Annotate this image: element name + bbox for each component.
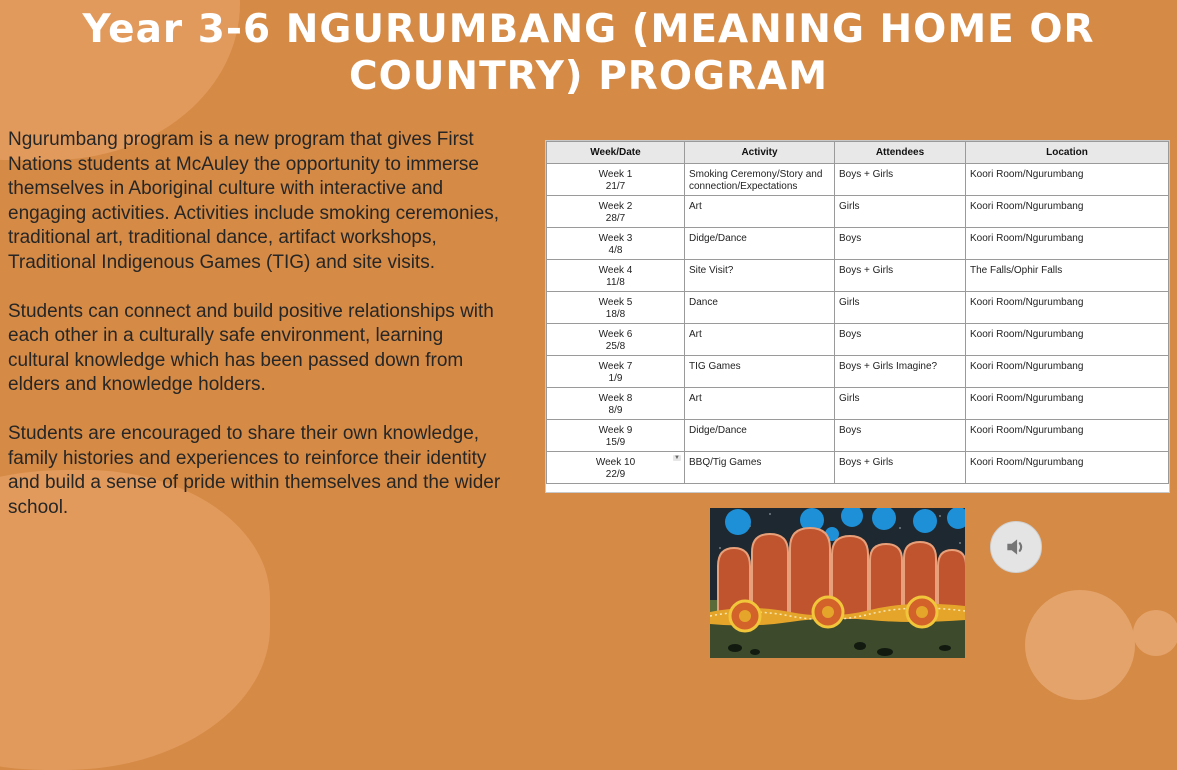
cell-week: [547, 388, 685, 420]
week-label: Week 2: [598, 201, 633, 212]
cell-activity: Dance: [685, 292, 835, 324]
cell-attendees: Girls: [835, 388, 966, 420]
table-row: [547, 420, 1169, 452]
cell-activity: Art: [685, 388, 835, 420]
week-date: 11/8: [606, 276, 625, 288]
paragraph-intro: Ngurumbang program is a new program that gives First Nations students at McAuley the opportunity to immerse themselves in Aboriginal culture with interactive and engaging activities. Activities include smoking ceremonies, traditional art, traditional dance, artifact workshops, Traditional Indigenous Games (TIG) and site visits.: [8, 129, 500, 273]
speaker-icon: [1003, 534, 1029, 560]
week-label: Week 10: [595, 457, 636, 468]
cell-week: [547, 228, 685, 260]
cell-location: Koori Room/Ngurumbang: [966, 324, 1169, 356]
cell-week: [547, 452, 685, 484]
week-label: Week 1: [598, 169, 633, 180]
cell-attendees: Boys + Girls: [835, 164, 966, 196]
schedule-table: [545, 140, 1170, 493]
artwork-illustration: [710, 508, 965, 658]
cell-week: [547, 324, 685, 356]
header-attendees: Attendees: [835, 142, 966, 164]
cell-activity: Art: [685, 196, 835, 228]
week-label: Week 5: [598, 297, 633, 308]
paragraph-identity: Students are encouraged to share their own knowledge, family histories and experiences to reinforce their identity and build a sense of pride within themselves and the wider school.: [8, 422, 501, 518]
decor-circle-large: [1025, 590, 1135, 700]
week-date: 28/7: [605, 212, 626, 224]
aboriginal-artwork-image: [710, 508, 965, 658]
cell-week: [547, 292, 685, 324]
cell-week: [547, 420, 685, 452]
description: [8, 128, 508, 544]
week-date: 4/8: [608, 244, 623, 256]
week-label: Week 9: [598, 425, 633, 436]
week-label: Week 3: [598, 233, 633, 244]
week-date: 22/9: [605, 468, 626, 480]
cell-activity: TIG Games: [685, 356, 835, 388]
cell-week: [547, 164, 685, 196]
table-row: [547, 292, 1169, 324]
week-label: Week 7: [598, 361, 633, 372]
week-label: Week 6: [598, 329, 633, 340]
week-date: 25/8: [605, 340, 626, 352]
cell-attendees: Girls: [835, 196, 966, 228]
cell-attendees: Boys: [835, 324, 966, 356]
week-date: 1/9: [608, 372, 623, 384]
cell-week: [547, 260, 685, 292]
decor-circle-small: [1133, 610, 1177, 656]
cell-activity: Didge/Dance: [685, 228, 835, 260]
cell-location: Koori Room/Ngurumbang: [966, 356, 1169, 388]
cell-week: [547, 356, 685, 388]
week-label: Week 8: [598, 393, 633, 404]
paragraph-relationships: Students can connect and build positive relationships with each other in a culturally safe environment, learning cultural knowledge which has been passed down from elders and knowledge holders.: [8, 300, 494, 396]
cell-attendees: Boys + Girls Imagine?: [835, 356, 966, 388]
table-row: [547, 388, 1169, 420]
week-date: 21/7: [605, 180, 626, 192]
cell-activity: Didge/Dance: [685, 420, 835, 452]
table-row: [547, 196, 1169, 228]
cell-location: Koori Room/Ngurumbang: [966, 388, 1169, 420]
cell-activity: Site Visit?: [685, 260, 835, 292]
header-activity: Activity: [685, 142, 835, 164]
cell-activity: BBQ/Tig Games: [685, 452, 835, 484]
table-header-row: [547, 142, 1169, 164]
cell-location: Koori Room/Ngurumbang: [966, 420, 1169, 452]
audio-play-button[interactable]: [990, 521, 1042, 573]
table-row: [547, 452, 1169, 484]
table-row: [547, 228, 1169, 260]
week-date: 15/9: [605, 436, 626, 448]
cell-attendees: Boys: [835, 420, 966, 452]
table-row: [547, 324, 1169, 356]
cell-location: Koori Room/Ngurumbang: [966, 196, 1169, 228]
week-date: 18/8: [605, 308, 626, 320]
page-title: Year 3-6 NGURUMBANG (MEANING HOME OR COUNTRY) PROGRAM: [82, 7, 1095, 99]
cell-activity: Art: [685, 324, 835, 356]
table-row: [547, 260, 1169, 292]
dropdown-arrow-icon[interactable]: ▼: [674, 455, 680, 461]
table-row: [547, 356, 1169, 388]
header-week-date: Week/Date: [547, 142, 685, 164]
cell-activity: Smoking Ceremony/Story and connection/Expectations: [685, 164, 835, 196]
header-location: Location: [966, 142, 1169, 164]
week-date: 8/9: [608, 404, 623, 416]
cell-location: Koori Room/Ngurumbang: [966, 228, 1169, 260]
cell-location: Koori Room/Ngurumbang: [966, 452, 1169, 484]
cell-week: [547, 196, 685, 228]
cell-location: Koori Room/Ngurumbang: [966, 164, 1169, 196]
cell-location: The Falls/Ophir Falls: [966, 260, 1169, 292]
cell-attendees: Girls: [835, 292, 966, 324]
cell-attendees: Boys: [835, 228, 966, 260]
cell-location: Koori Room/Ngurumbang: [966, 292, 1169, 324]
week-label: Week 4: [598, 265, 633, 276]
table-row: [547, 164, 1169, 196]
cell-attendees: Boys + Girls: [835, 260, 966, 292]
cell-attendees: Boys + Girls: [835, 452, 966, 484]
